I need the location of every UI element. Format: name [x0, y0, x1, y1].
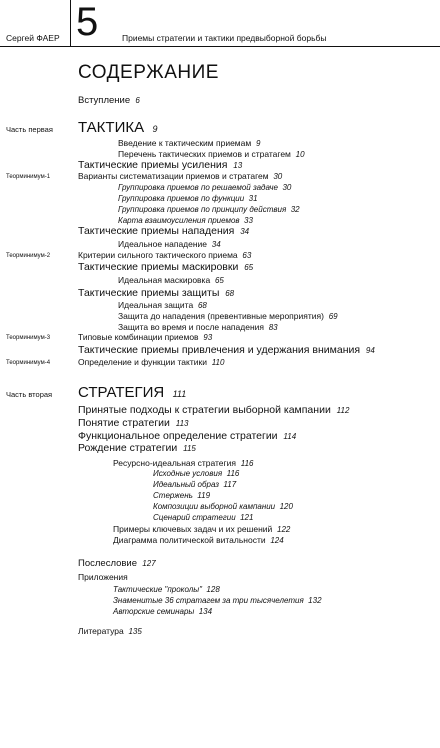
toc-entry[interactable] — [153, 514, 253, 522]
toc-entry-text: Идеальный образ — [153, 480, 219, 489]
toc-entry-text: Рождение стратегии — [78, 442, 178, 454]
toc-page-number: 34 — [240, 227, 250, 236]
toc-page-number: 134 — [198, 607, 213, 616]
toc-page-number: 9 — [152, 124, 158, 134]
toc-page-number: 127 — [142, 559, 156, 568]
toc-part-strategy[interactable] — [78, 385, 186, 400]
part-title: ТАКТИКА — [78, 119, 145, 136]
toc-entry[interactable] — [113, 586, 220, 594]
toc-entry-zaschita[interactable] — [78, 288, 234, 299]
toc-page-number: 121 — [240, 513, 254, 522]
toc-entry-text: Группировка приемов по принципу действия — [118, 205, 287, 214]
header-divider — [0, 46, 440, 47]
toc-entry[interactable] — [153, 470, 239, 478]
toc-entry-text: Идеальная маскировка — [118, 275, 211, 285]
toc-entry[interactable] — [118, 195, 258, 203]
toc-page-number: 65 — [244, 263, 254, 272]
toc-page-number: 9 — [255, 139, 261, 148]
toc-entry-privlechenie[interactable] — [78, 345, 375, 356]
toc-entry[interactable] — [113, 536, 284, 545]
toc-page-number: 120 — [279, 502, 293, 511]
toc-page-number: 83 — [268, 323, 278, 332]
toc-entry-text: Тактические приемы привлечения и удержания внимания — [78, 344, 361, 356]
theorem-label: Теорминимум-1 — [6, 174, 51, 180]
toc-entry-text: Примеры ключевых задач и их решений — [113, 524, 273, 534]
toc-entry[interactable] — [153, 481, 236, 489]
toc-entry-text: Сценарий стратегии — [153, 513, 236, 522]
toc-entry-literatura[interactable] — [78, 627, 142, 636]
toc-page-number: 65 — [214, 276, 224, 285]
toc-entry-text: Приложения — [78, 572, 128, 582]
toc-page-number: 122 — [277, 525, 291, 534]
toc-entry-text: Литература — [78, 626, 124, 636]
toc-entry[interactable] — [78, 333, 212, 342]
theorem-label: Теорминимум-4 — [6, 360, 51, 366]
toc-page-number: 30 — [282, 183, 292, 192]
toc-page-number: 33 — [244, 216, 253, 225]
toc-entry-text: Тактические "проколы" — [113, 585, 202, 594]
toc-entry-maskirovka[interactable] — [78, 262, 253, 273]
toc-entry[interactable] — [78, 431, 296, 442]
toc-page-number: 132 — [308, 596, 322, 605]
toc-page-number: 110 — [211, 358, 225, 367]
toc-entry[interactable] — [113, 597, 322, 605]
toc-entry-text: Тактические приемы защиты — [78, 287, 220, 299]
toc-page-number: 117 — [223, 480, 237, 489]
part-title: СТРАТЕГИЯ — [78, 384, 165, 401]
toc-entry-text: Диаграмма политической витальности — [113, 535, 266, 545]
toc-page-number: 94 — [365, 346, 375, 355]
toc-page-number: 68 — [197, 301, 207, 310]
toc-entry-text: Стержень — [153, 491, 193, 500]
toc-entry-text: Защита во время и после нападения — [118, 322, 264, 332]
toc-page-number: 93 — [203, 333, 213, 342]
toc-entry[interactable] — [153, 492, 210, 500]
toc-page-number: 69 — [328, 312, 338, 321]
toc-entry[interactable] — [153, 503, 293, 511]
toc-entry-text: Принятые подходы к стратегии выборной кампании — [78, 404, 331, 416]
toc-page-number: 111 — [172, 389, 187, 399]
toc-entry-text: Группировка приемов по функции — [118, 194, 245, 203]
book-title: Приемы стратегии и тактики предвыборной борьбы — [122, 33, 327, 43]
toc-entry[interactable] — [118, 206, 300, 214]
toc-page-number: 124 — [270, 536, 284, 545]
toc-page-number: 128 — [206, 585, 220, 594]
toc-entry[interactable] — [113, 525, 290, 534]
toc-entry-napadenie[interactable] — [78, 226, 249, 237]
toc-entry-text: Идеальная защита — [118, 300, 194, 310]
part-label: Часть вторая — [6, 390, 53, 399]
toc-page-number: 31 — [248, 194, 258, 203]
toc-entry-text: Знаменитые 36 стратагем за три тысячелетия — [113, 596, 304, 605]
toc-page-number: 30 — [273, 172, 283, 181]
toc-entry[interactable] — [78, 418, 189, 429]
toc-entry[interactable] — [118, 184, 291, 192]
contents-title: СОДЕРЖАНИЕ — [78, 62, 219, 83]
toc-part-tactics[interactable] — [78, 120, 157, 135]
toc-entry[interactable] — [78, 443, 196, 454]
toc-page-number: 112 — [336, 406, 350, 415]
toc-entry[interactable] — [118, 139, 260, 148]
toc-entry[interactable] — [78, 172, 282, 181]
toc-entry-text: Идеальное нападение — [118, 239, 208, 249]
toc-page-number: 32 — [290, 205, 300, 214]
toc-entry-text: Послесловие — [78, 558, 138, 569]
toc-entry-text: Авторские семинары — [113, 607, 195, 616]
toc-entry-intro[interactable] — [78, 96, 140, 106]
toc-page-number: 13 — [233, 161, 243, 170]
toc-entry-text: Тактические приемы нападения — [78, 225, 235, 237]
toc-entry[interactable] — [118, 323, 278, 332]
toc-page-number: 6 — [135, 96, 140, 105]
toc-page-number: 34 — [211, 240, 221, 249]
toc-entry[interactable] — [118, 276, 224, 285]
toc-entry-text: Защита до нападения (превентивные мероприятия) — [118, 311, 324, 321]
toc-entry-text: Исходные условия — [153, 469, 223, 478]
toc-page-number: 119 — [197, 491, 211, 500]
toc-entry-usilenie[interactable] — [78, 160, 242, 171]
toc-entry-text: Карта взаимоусиления приемов — [118, 216, 240, 225]
toc-page-number: 68 — [225, 289, 235, 298]
toc-entry[interactable] — [118, 312, 338, 321]
toc-entry-text: Понятие стратегии — [78, 417, 170, 429]
toc-entry-text: Ресурсно-идеальная стратегия — [113, 458, 236, 468]
toc-entry[interactable] — [118, 150, 305, 159]
page-header — [0, 0, 440, 48]
toc-page-number: 135 — [128, 627, 142, 636]
toc-page-number: 116 — [226, 469, 240, 478]
toc-entry[interactable] — [78, 405, 349, 416]
header-vertical-rule — [70, 0, 71, 47]
toc-entry-text: Функциональное определение стратегии — [78, 430, 278, 442]
toc-page-number: 113 — [175, 419, 189, 428]
toc-page-number: 114 — [283, 432, 297, 441]
toc-page-number: 116 — [240, 459, 254, 468]
toc-entry[interactable] — [118, 217, 253, 225]
toc-entry-text: Типовые комбинации приемов — [78, 332, 199, 342]
toc-entry[interactable] — [113, 608, 212, 616]
toc-page-number: 115 — [183, 444, 196, 453]
toc-entry-posleslovie[interactable] — [78, 559, 156, 569]
toc-entry[interactable] — [78, 251, 251, 260]
toc-entry[interactable] — [78, 358, 224, 367]
author-name: Сергей ФАЕР — [6, 33, 60, 43]
theorem-label: Теорминимум-2 — [6, 253, 51, 259]
toc-entry-text: Вступление — [78, 95, 131, 106]
toc-entry-text: Введение к тактическим приемам — [118, 138, 252, 148]
toc-entry[interactable] — [113, 459, 253, 468]
theorem-label: Теорминимум-3 — [6, 335, 51, 341]
toc-entry[interactable] — [118, 301, 207, 310]
toc-entry-text: Перечень тактических приемов и стратагем — [118, 149, 291, 159]
toc-page-number: 10 — [295, 150, 305, 159]
page-number: 5 — [76, 0, 99, 44]
toc-entry-text: Тактические приемы маскировки — [78, 261, 239, 273]
toc-entry[interactable] — [118, 240, 221, 249]
toc-page-number: 63 — [242, 251, 252, 260]
toc-entry-text: Тактические приемы усиления — [78, 159, 228, 171]
toc-entry-text: Определение и функции тактики — [78, 357, 207, 367]
part-label: Часть первая — [6, 125, 53, 134]
toc-entry-text: Группировка приемов по решаемой задаче — [118, 183, 278, 192]
toc-entry-text: Композиции выборной кампании — [153, 502, 276, 511]
toc-entry-prilozheniya[interactable] — [78, 573, 128, 582]
toc-entry-text: Варианты систематизации приемов и стратагем — [78, 171, 269, 181]
toc-entry-text: Критерии сильного тактического приема — [78, 250, 238, 260]
